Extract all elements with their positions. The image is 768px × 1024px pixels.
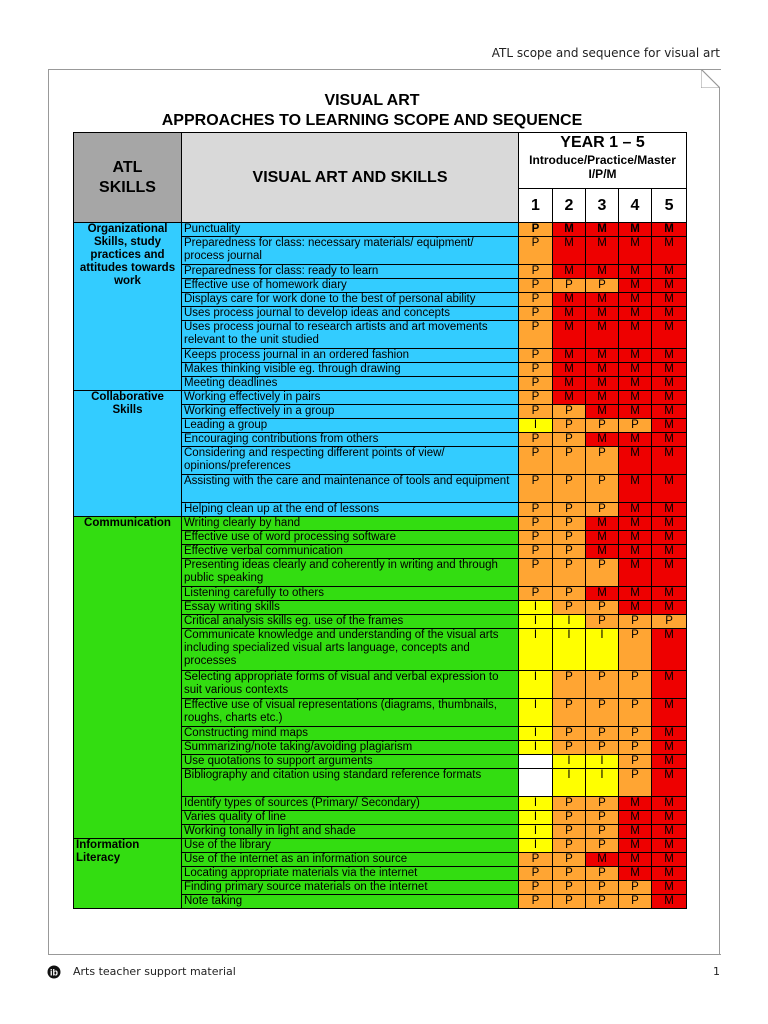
level-cell-year-5: M [652,377,687,391]
level-cell-year-4: M [619,839,652,853]
level-cell-year-3: P [586,811,619,825]
level-cell-year-5: M [652,587,687,601]
level-cell-year-5: P [652,615,687,629]
level-cell-year-5: M [652,517,687,531]
level-cell-year-3: P [586,419,619,433]
level-cell-year-3: P [586,447,619,475]
level-cell-year-5: M [652,363,687,377]
skill-cell: Preparedness for class: ready to learn [182,265,519,279]
level-cell-year-3: M [586,265,619,279]
level-cell-year-2: M [553,237,586,265]
level-cell-year-1 [519,755,553,769]
level-cell-year-3: P [586,475,619,503]
level-cell-year-3: P [586,615,619,629]
header-atl-skills [74,133,182,223]
year-1-header: 1 [519,189,553,223]
category-label: Collaborative Skills [74,391,182,517]
level-cell-year-3: M [586,587,619,601]
level-cell-year-1: P [519,377,553,391]
skill-cell: Effective use of visual representations (diagrams, thumbnails, roughs, charts etc.) [182,699,519,727]
skill-cell: Uses process journal to develop ideas and concepts [182,307,519,321]
table-row [74,839,687,853]
level-cell-year-2: M [553,307,586,321]
level-cell-year-5: M [652,769,687,797]
skill-cell: Effective verbal communication [182,545,519,559]
skill-cell: Constructing mind maps [182,727,519,741]
level-cell-year-2: P [553,699,586,727]
level-cell-year-3: P [586,895,619,909]
skill-cell: Summarizing/note taking/avoiding plagiarism [182,741,519,755]
table-row [74,391,687,405]
footer-title: Arts teacher support material [73,965,236,978]
level-cell-year-5: M [652,265,687,279]
level-cell-year-4: M [619,223,652,237]
skill-cell: Bibliography and citation using standard reference formats [182,769,519,797]
header-atl-line2: SKILLS [99,178,156,196]
level-cell-year-4: M [619,265,652,279]
header-year-range: YEAR 1 – 5 [560,134,645,151]
level-cell-year-5: M [652,321,687,349]
level-cell-year-3: P [586,797,619,811]
level-cell-year-5: M [652,223,687,237]
level-cell-year-4: M [619,867,652,881]
level-cell-year-5: M [652,881,687,895]
skill-cell: Punctuality [182,223,519,237]
atl-table [73,132,687,909]
level-cell-year-2: P [553,433,586,447]
level-cell-year-4: P [619,629,652,671]
level-cell-year-5: M [652,447,687,475]
page-number: 1 [713,965,720,978]
year-3-header: 3 [586,189,619,223]
level-cell-year-5: M [652,293,687,307]
level-cell-year-3: P [586,727,619,741]
level-cell-year-4: M [619,279,652,293]
level-cell-year-3: M [586,321,619,349]
level-cell-year-3: P [586,279,619,293]
level-cell-year-1: P [519,531,553,545]
skill-cell: Makes thinking visible eg. through drawing [182,363,519,377]
level-cell-year-4: P [619,615,652,629]
level-cell-year-3: M [586,223,619,237]
level-cell-year-4: M [619,307,652,321]
skill-cell: Use quotations to support arguments [182,755,519,769]
level-cell-year-4: M [619,363,652,377]
level-cell-year-3: P [586,741,619,755]
level-cell-year-2: M [553,349,586,363]
level-cell-year-2: P [553,279,586,293]
level-cell-year-3: M [586,433,619,447]
level-cell-year-2: M [553,391,586,405]
level-cell-year-5: M [652,307,687,321]
level-cell-year-5: M [652,797,687,811]
level-cell-year-5: M [652,475,687,503]
level-cell-year-1: P [519,475,553,503]
level-cell-year-2: I [553,629,586,671]
level-cell-year-3: P [586,825,619,839]
level-cell-year-4: M [619,825,652,839]
level-cell-year-2: P [553,811,586,825]
level-cell-year-3: P [586,503,619,517]
level-cell-year-1: I [519,629,553,671]
level-cell-year-3: P [586,867,619,881]
year-5-header: 5 [652,189,687,223]
level-cell-year-4: P [619,699,652,727]
ib-logo [47,965,61,979]
level-cell-year-3: M [586,349,619,363]
level-cell-year-5: M [652,433,687,447]
level-cell-year-1: P [519,279,553,293]
skill-cell: Finding primary source materials on the internet [182,881,519,895]
level-cell-year-5: M [652,671,687,699]
level-cell-year-1: I [519,699,553,727]
level-cell-year-2: M [553,363,586,377]
level-cell-year-1: P [519,895,553,909]
level-cell-year-1: P [519,559,553,587]
level-cell-year-1: P [519,237,553,265]
level-cell-year-2: P [553,797,586,811]
level-cell-year-4: P [619,895,652,909]
level-cell-year-5: M [652,237,687,265]
level-cell-year-1: P [519,447,553,475]
level-cell-year-1: I [519,671,553,699]
level-cell-year-3: M [586,363,619,377]
skill-cell: Uses process journal to research artists and art movements relevant to the unit studied [182,321,519,349]
level-cell-year-4: M [619,405,652,419]
level-cell-year-1: I [519,615,553,629]
level-cell-year-4: M [619,475,652,503]
skill-cell: Communicate knowledge and understanding of the visual arts including specialized visual arts language, concepts and processes [182,629,519,671]
level-cell-year-4: M [619,447,652,475]
skill-cell: Selecting appropriate forms of visual and verbal expression to suit various contexts [182,671,519,699]
skill-cell: Working effectively in a group [182,405,519,419]
level-cell-year-5: M [652,405,687,419]
level-cell-year-3: I [586,769,619,797]
level-cell-year-2: P [553,741,586,755]
level-cell-year-1: I [519,601,553,615]
header-visual-art-skills: VISUAL ART AND SKILLS [182,133,519,223]
level-cell-year-2: P [553,853,586,867]
document-title: VISUAL ART [324,92,420,109]
level-cell-year-1: P [519,391,553,405]
level-cell-year-5: M [652,349,687,363]
level-cell-year-5: M [652,867,687,881]
level-cell-year-1: P [519,853,553,867]
level-cell-year-2: P [553,825,586,839]
skill-cell: Assisting with the care and maintenance of tools and equipment [182,475,519,503]
level-cell-year-5: M [652,839,687,853]
level-cell-year-5: M [652,419,687,433]
year-2-header: 2 [553,189,586,223]
level-cell-year-5: M [652,755,687,769]
level-cell-year-1: I [519,727,553,741]
level-cell-year-1: P [519,433,553,447]
header-ipm-line1: Introduce/Practice/Master [529,153,676,167]
level-cell-year-2: P [553,475,586,503]
skill-cell: Essay writing skills [182,601,519,615]
skill-cell: Writing clearly by hand [182,517,519,531]
level-cell-year-5: M [652,545,687,559]
level-cell-year-1: I [519,419,553,433]
level-cell-year-2: I [553,755,586,769]
table-row [74,517,687,531]
skill-cell: Use of the internet as an information source [182,853,519,867]
level-cell-year-5: M [652,825,687,839]
level-cell-year-1: I [519,825,553,839]
document-subtitle: APPROACHES TO LEARNING SCOPE AND SEQUENCE [161,112,583,129]
level-cell-year-2: P [553,867,586,881]
level-cell-year-3: I [586,629,619,671]
level-cell-year-4: M [619,587,652,601]
level-cell-year-3: P [586,699,619,727]
level-cell-year-4: P [619,881,652,895]
running-header: ATL scope and sequence for visual art [491,46,720,60]
level-cell-year-4: M [619,391,652,405]
year-4-header: 4 [619,189,652,223]
level-cell-year-2: P [553,447,586,475]
level-cell-year-3: P [586,839,619,853]
level-cell-year-1 [519,769,553,797]
skill-cell: Effective use of word processing software [182,531,519,545]
level-cell-year-4: P [619,671,652,699]
skill-cell: Working effectively in pairs [182,391,519,405]
level-cell-year-5: M [652,895,687,909]
level-cell-year-1: P [519,545,553,559]
level-cell-year-3: M [586,545,619,559]
level-cell-year-3: P [586,601,619,615]
category-label: Communication [74,517,182,839]
level-cell-year-5: M [652,531,687,545]
level-cell-year-2: M [553,321,586,349]
skill-cell: Effective use of homework diary [182,279,519,293]
level-cell-year-3: I [586,755,619,769]
level-cell-year-1: P [519,405,553,419]
level-cell-year-3: M [586,531,619,545]
level-cell-year-3: M [586,405,619,419]
level-cell-year-2: P [553,839,586,853]
level-cell-year-5: M [652,601,687,615]
header-atl-line1: ATL [112,158,143,176]
skill-cell: Listening carefully to others [182,587,519,601]
skill-cell: Critical analysis skills eg. use of the frames [182,615,519,629]
category-label: Information Literacy [74,839,182,909]
level-cell-year-1: P [519,321,553,349]
skill-cell: Displays care for work done to the best of personal ability [182,293,519,307]
level-cell-year-4: P [619,727,652,741]
level-cell-year-5: M [652,853,687,867]
level-cell-year-5: M [652,741,687,755]
level-cell-year-5: M [652,391,687,405]
level-cell-year-4: M [619,601,652,615]
skill-cell: Helping clean up at the end of lessons [182,503,519,517]
level-cell-year-5: M [652,811,687,825]
level-cell-year-3: M [586,293,619,307]
header-ipm-line2: I/P/M [588,167,617,181]
level-cell-year-4: P [619,741,652,755]
level-cell-year-4: M [619,797,652,811]
level-cell-year-3: M [586,853,619,867]
level-cell-year-4: M [619,559,652,587]
level-cell-year-1: P [519,223,553,237]
level-cell-year-2: M [553,293,586,307]
level-cell-year-3: M [586,377,619,391]
level-cell-year-2: M [553,223,586,237]
level-cell-year-4: P [619,769,652,797]
level-cell-year-4: M [619,531,652,545]
level-cell-year-4: M [619,811,652,825]
level-cell-year-2: P [553,545,586,559]
level-cell-year-2: I [553,615,586,629]
level-cell-year-4: M [619,321,652,349]
level-cell-year-1: P [519,517,553,531]
skill-cell: Encouraging contributions from others [182,433,519,447]
level-cell-year-3: P [586,559,619,587]
level-cell-year-5: M [652,727,687,741]
level-cell-year-2: M [553,377,586,391]
level-cell-year-2: P [553,405,586,419]
level-cell-year-3: P [586,881,619,895]
skill-cell: Considering and respecting different points of view/ opinions/preferences [182,447,519,475]
level-cell-year-5: M [652,279,687,293]
level-cell-year-4: M [619,545,652,559]
level-cell-year-2: P [553,727,586,741]
level-cell-year-5: M [652,503,687,517]
skill-cell: Preparedness for class: necessary materials/ equipment/ process journal [182,237,519,265]
level-cell-year-3: M [586,391,619,405]
skill-cell: Working tonally in light and shade [182,825,519,839]
level-cell-year-4: M [619,853,652,867]
level-cell-year-2: P [553,587,586,601]
skill-cell: Locating appropriate materials via the internet [182,867,519,881]
level-cell-year-5: M [652,629,687,671]
level-cell-year-2: P [553,531,586,545]
level-cell-year-1: P [519,363,553,377]
level-cell-year-1: I [519,811,553,825]
level-cell-year-1: P [519,307,553,321]
level-cell-year-4: M [619,503,652,517]
table-row [74,223,687,237]
page-sheet-edge [719,88,720,954]
level-cell-year-1: P [519,265,553,279]
level-cell-year-2: P [553,559,586,587]
level-cell-year-3: M [586,517,619,531]
level-cell-year-1: P [519,293,553,307]
skill-cell: Varies quality of line [182,811,519,825]
skill-cell: Identify types of sources (Primary/ Secondary) [182,797,519,811]
level-cell-year-2: M [553,265,586,279]
level-cell-year-2: I [553,769,586,797]
level-cell-year-1: P [519,349,553,363]
level-cell-year-2: P [553,881,586,895]
level-cell-year-1: I [519,797,553,811]
level-cell-year-2: P [553,419,586,433]
level-cell-year-4: P [619,419,652,433]
skill-cell: Leading a group [182,419,519,433]
level-cell-year-3: M [586,307,619,321]
level-cell-year-4: M [619,433,652,447]
svg-text:ib: ib [50,967,58,978]
skill-cell: Presenting ideas clearly and coherently in writing and through public speaking [182,559,519,587]
level-cell-year-4: M [619,237,652,265]
level-cell-year-3: P [586,671,619,699]
level-cell-year-4: P [619,755,652,769]
level-cell-year-1: P [519,881,553,895]
dog-ear-icon [701,69,720,88]
skill-cell: Meeting deadlines [182,377,519,391]
skill-cell: Note taking [182,895,519,909]
level-cell-year-2: P [553,671,586,699]
level-cell-year-4: M [619,377,652,391]
level-cell-year-2: P [553,503,586,517]
category-label: Organizational Skills, study practices and attitudes towards work [74,223,182,391]
skill-cell: Keeps process journal in an ordered fashion [182,349,519,363]
level-cell-year-2: P [553,517,586,531]
level-cell-year-4: M [619,517,652,531]
level-cell-year-5: M [652,699,687,727]
level-cell-year-1: P [519,587,553,601]
level-cell-year-3: M [586,237,619,265]
skill-cell: Use of the library [182,839,519,853]
level-cell-year-5: M [652,559,687,587]
level-cell-year-2: P [553,601,586,615]
level-cell-year-1: I [519,839,553,853]
level-cell-year-4: M [619,349,652,363]
level-cell-year-1: P [519,867,553,881]
level-cell-year-1: I [519,741,553,755]
header-year [519,133,687,189]
level-cell-year-1: P [519,503,553,517]
level-cell-year-4: M [619,293,652,307]
level-cell-year-2: P [553,895,586,909]
